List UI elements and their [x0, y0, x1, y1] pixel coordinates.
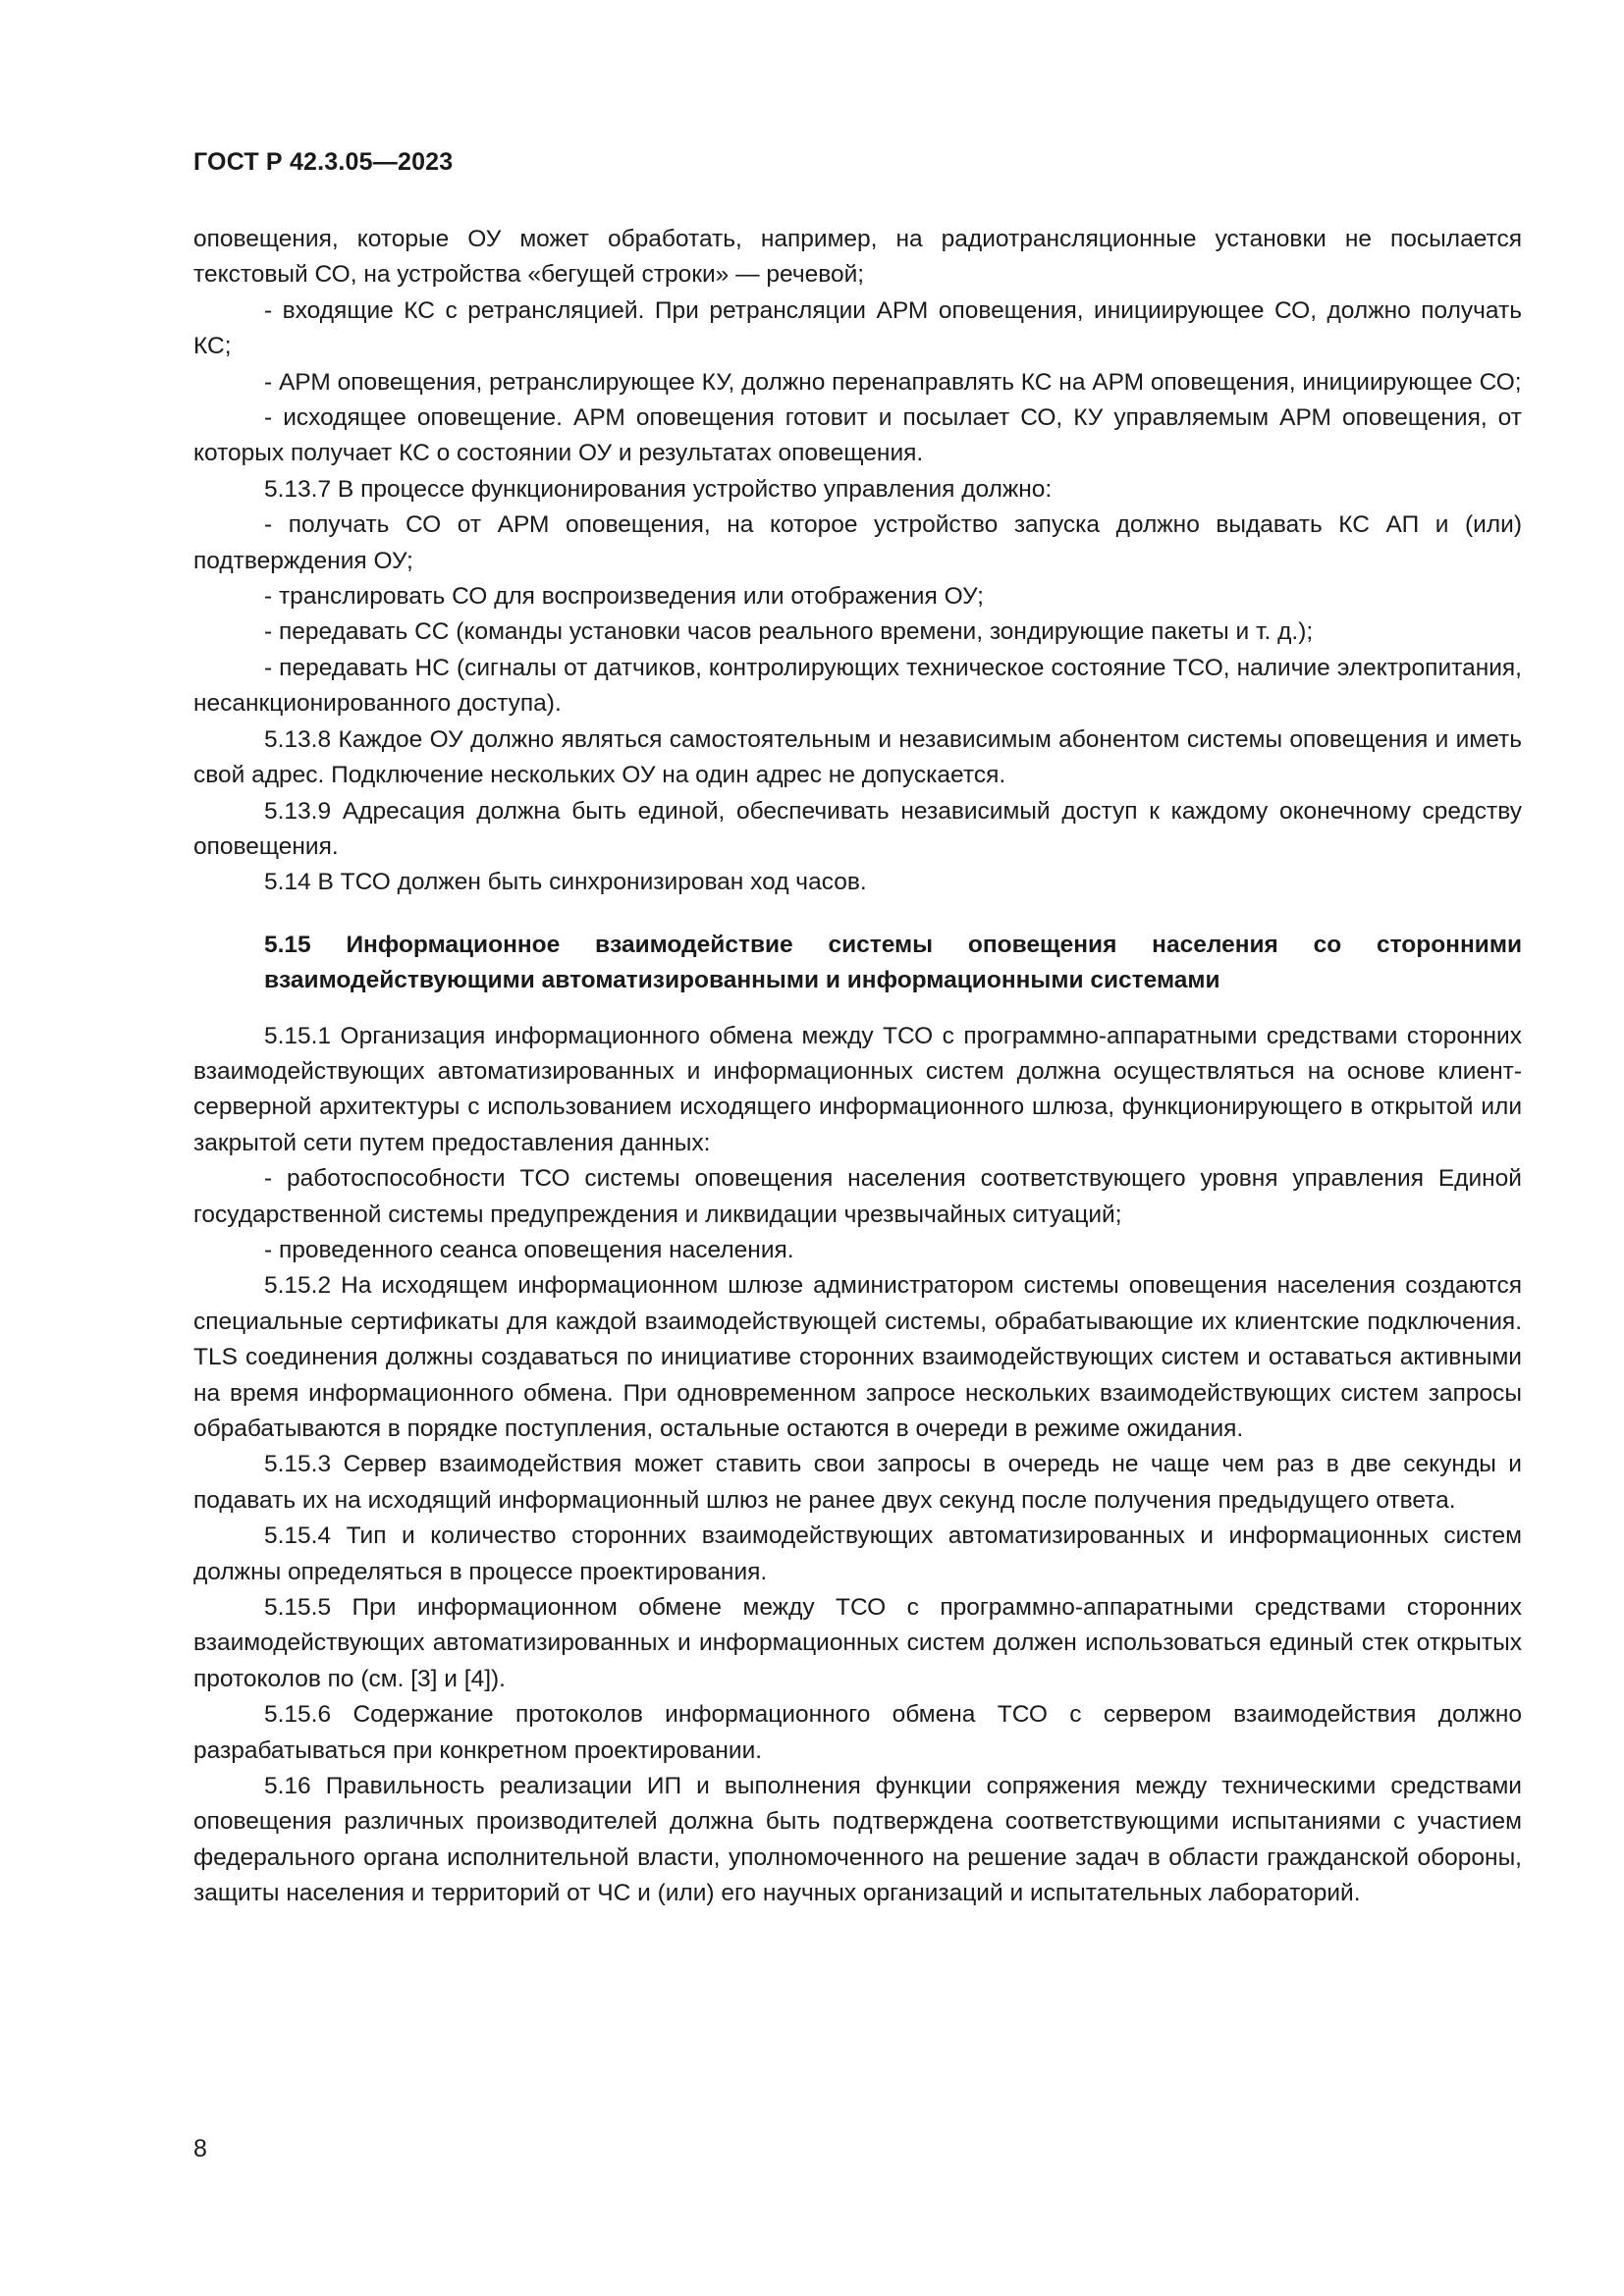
- list-item: - входящие КС с ретрансляцией. При ретрансляции АРМ оповещения, инициирующее СО, должно получать КС;: [193, 296, 1522, 360]
- list-item: - исходящее оповещение. АРМ оповещения готовит и посылает СО, КУ управляемым АРМ оповещения, от которых получает КС о состоянии ОУ и результатах оповещения.: [193, 404, 1522, 467]
- paragraph: 5.13.9 Адресация должна быть единой, обеспечивать независимый доступ к каждому оконечному средству оповещения.: [193, 797, 1522, 860]
- paragraph: 5.16 Правильность реализации ИП и выполнения функции сопряжения между техническими средствами оповещения различных производителей должна быть подтверждена соответствующими испытаниями с участием федерального органа исполнительной власти, уполномоченного на решение задач в области гражданской обороны, защиты населения и территорий от ЧС и (или) его научных организаций и испытательных лабораторий.: [193, 1773, 1522, 1907]
- paragraph: 5.15.1 Организация информационного обмена между ТСО с программно-аппаратными средствами сторонних взаимодействующих автоматизированных и информационных систем должна осуществляться на основе клиент-серверной архитектуры с использованием исходящего информационного шлюза, функционирующего в открытой или закрытой сети путем предоставления данных:: [193, 1022, 1522, 1156]
- paragraph: 5.13.7 В процессе функционирования устройство управления должно:: [264, 475, 1053, 503]
- section-heading: 5.15 Информационное взаимодействие системы оповещения населения со сторонними взаимодействующими автоматизированными и информационными системами: [264, 931, 1522, 994]
- paragraph: оповещения, которые ОУ может обработать, например, на радиотрансляционные установки не посылается текстовый СО, на устройства «бегущей строки» — речевой;: [193, 226, 1522, 289]
- page-number: 8: [193, 2135, 207, 2163]
- list-item: - работоспособности ТСО системы оповещения населения соответствующего уровня управления Единой государственной системы предупреждения и ликвидации чрезвычайных ситуаций;: [193, 1165, 1522, 1228]
- paragraph: 5.14 В ТСО должен быть синхронизирован ход часов.: [264, 869, 867, 896]
- list-item: - транслировать СО для воспроизведения или отображения ОУ;: [264, 583, 984, 611]
- paragraph: 5.13.8 Каждое ОУ должно являться самостоятельным и независимым абонентом системы оповещения и иметь свой адрес. Подключение нескольких ОУ на один адрес не допускается.: [193, 725, 1522, 789]
- list-item: - передавать СС (команды установки часов реального времени, зондирующие пакеты и т. д.);: [264, 618, 1314, 646]
- list-item: - АРМ оповещения, ретранслирующее КУ, должно перенаправлять КС на АРМ оповещения, инициирующее СО;: [264, 368, 1522, 396]
- document-header: ГОСТ Р 42.3.05—2023: [193, 148, 454, 176]
- paragraph: 5.15.2 На исходящем информационном шлюзе администратором системы оповещения населения создаются специальные сертификаты для каждой взаимодействующей системы, обрабатывающие их клиентские подключения. TLS соединения должны создаваться по инициативе сторонних взаимодействующих систем и оставаться активными на время информационного обмена. При одновременном запросе нескольких взаимодействующих систем запросы обрабатываются в порядке поступления, остальные остаются в очереди в режиме ожидания.: [193, 1272, 1522, 1442]
- paragraph: 5.15.5 При информационном обмене между ТСО с программно-аппаратными средствами сторонних взаимодействующих автоматизированных и информационных систем должен использоваться единый стек открытых протоколов по (см. [3] и [4]).: [193, 1594, 1522, 1692]
- paragraph: 5.15.6 Содержание протоколов информационного обмена ТСО с сервером взаимодействия должно разрабатываться при конкретном проектировании.: [193, 1701, 1522, 1764]
- paragraph: 5.15.3 Сервер взаимодействия может ставить свои запросы в очередь не чаще чем раз в две секунды и подавать их на исходящий информационный шлюз не ранее двух секунд после получения предыдущего ответа.: [193, 1451, 1522, 1514]
- list-item: - передавать НС (сигналы от датчиков, контролирующих техническое состояние ТСО, наличие электропитания, несанкционированного доступа).: [193, 654, 1522, 718]
- list-item: - проведенного сеанса оповещения населения.: [264, 1236, 794, 1263]
- list-item: - получать СО от АРМ оповещения, на которое устройство запуска должно выдавать КС АП и (или) подтверждения ОУ;: [193, 511, 1522, 574]
- paragraph: 5.15.4 Тип и количество сторонних взаимодействующих автоматизированных и информационных систем должны определяться в процессе проектирования.: [193, 1522, 1522, 1585]
- document-body: [193, 222, 1522, 1912]
